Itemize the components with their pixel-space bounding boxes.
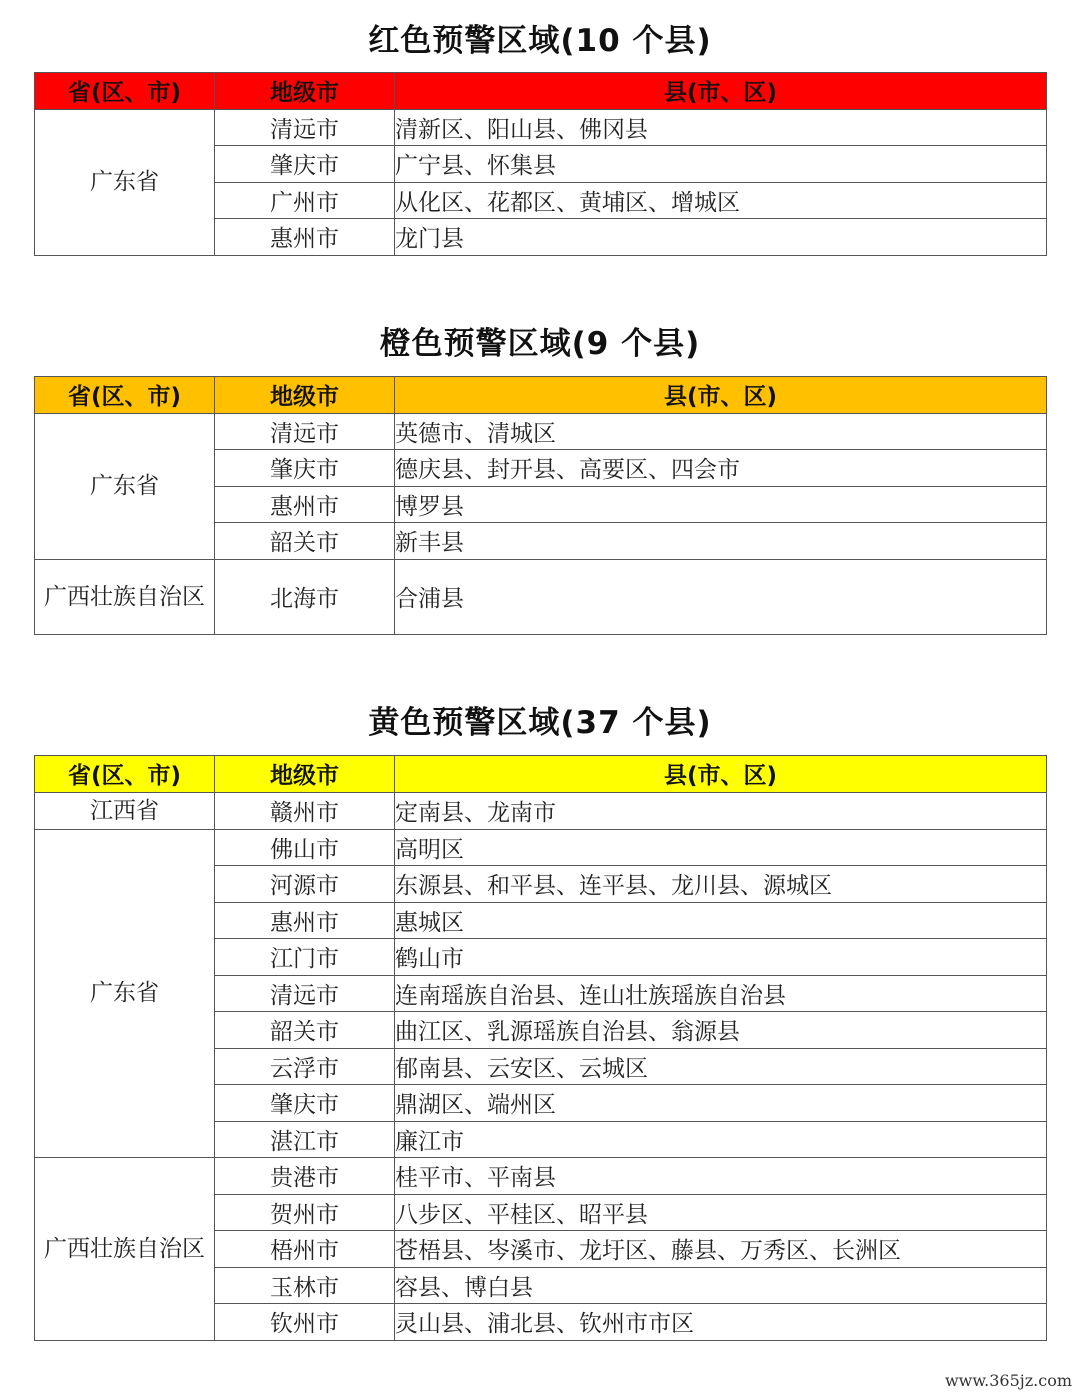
county-cell: 鹤山市 [395, 939, 1047, 976]
city-cell: 韶关市 [215, 1012, 395, 1049]
county-cell: 博罗县 [395, 486, 1047, 523]
city-cell: 玉林市 [215, 1267, 395, 1304]
header-province: 省(区、市) [35, 73, 215, 110]
county-cell: 定南县、龙南市 [395, 792, 1047, 829]
county-cell: 清新区、阳山县、佛冈县 [395, 109, 1047, 146]
table-row [35, 413, 1047, 450]
orange-section-title: 橙色预警区域(9 个县) [379, 326, 701, 362]
header-province: 省(区、市) [35, 756, 215, 793]
province-cell: 广东省 [35, 829, 215, 1158]
city-cell: 钦州市 [215, 1304, 395, 1341]
yellow-section-title: 黄色预警区域(37 个县) [368, 705, 712, 741]
table-header-row [35, 377, 1047, 414]
orange-warning-table [34, 376, 1047, 635]
city-cell: 云浮市 [215, 1048, 395, 1085]
county-cell: 鼎湖区、端州区 [395, 1085, 1047, 1122]
table-row [35, 792, 1047, 829]
table-row [35, 829, 1047, 866]
city-cell: 惠州市 [215, 486, 395, 523]
city-cell: 肇庆市 [215, 450, 395, 487]
county-cell: 东源县、和平县、连平县、龙川县、源城区 [395, 866, 1047, 903]
yellow-warning-table [34, 755, 1047, 1341]
province-cell: 广西壮族自治区 [35, 1158, 215, 1341]
city-cell: 肇庆市 [215, 146, 395, 183]
table-header-row [35, 756, 1047, 793]
county-cell: 灵山县、浦北县、钦州市市区 [395, 1304, 1047, 1341]
county-cell: 德庆县、封开县、高要区、四会市 [395, 450, 1047, 487]
city-cell: 广州市 [215, 182, 395, 219]
county-cell: 连南瑶族自治县、连山壮族瑶族自治县 [395, 975, 1047, 1012]
header-county: 县(市、区) [395, 756, 1047, 793]
city-cell: 赣州市 [215, 792, 395, 829]
table-row [35, 559, 1047, 634]
county-cell: 苍梧县、岑溪市、龙圩区、藤县、万秀区、长洲区 [395, 1231, 1047, 1268]
county-cell: 合浦县 [395, 559, 1047, 634]
header-county: 县(市、区) [395, 73, 1047, 110]
province-cell: 广东省 [35, 413, 215, 559]
header-province: 省(区、市) [35, 377, 215, 414]
county-cell: 高明区 [395, 829, 1047, 866]
county-cell: 新丰县 [395, 523, 1047, 560]
county-cell: 惠城区 [395, 902, 1047, 939]
county-cell: 廉江市 [395, 1121, 1047, 1158]
table-row [35, 1158, 1047, 1195]
province-cell: 江西省 [35, 792, 215, 829]
city-cell: 贺州市 [215, 1194, 395, 1231]
city-cell: 惠州市 [215, 219, 395, 256]
city-cell: 韶关市 [215, 523, 395, 560]
county-cell: 龙门县 [395, 219, 1047, 256]
watermark: www.365jz.com [944, 1371, 1072, 1390]
city-cell: 北海市 [215, 559, 395, 634]
city-cell: 梧州市 [215, 1231, 395, 1268]
city-cell: 清远市 [215, 975, 395, 1012]
header-city: 地级市 [215, 756, 395, 793]
city-cell: 肇庆市 [215, 1085, 395, 1122]
city-cell: 湛江市 [215, 1121, 395, 1158]
city-cell: 贵港市 [215, 1158, 395, 1195]
red-warning-table [34, 72, 1047, 256]
county-cell: 从化区、花都区、黄埔区、增城区 [395, 182, 1047, 219]
county-cell: 广宁县、怀集县 [395, 146, 1047, 183]
province-cell: 广东省 [35, 109, 215, 255]
city-cell: 惠州市 [215, 902, 395, 939]
city-cell: 清远市 [215, 413, 395, 450]
county-cell: 英德市、清城区 [395, 413, 1047, 450]
city-cell: 江门市 [215, 939, 395, 976]
county-cell: 桂平市、平南县 [395, 1158, 1047, 1195]
header-county: 县(市、区) [395, 377, 1047, 414]
table-header-row [35, 73, 1047, 110]
red-section-title: 红色预警区域(10 个县) [368, 23, 712, 59]
county-cell: 郁南县、云安区、云城区 [395, 1048, 1047, 1085]
city-cell: 佛山市 [215, 829, 395, 866]
header-city: 地级市 [215, 73, 395, 110]
county-cell: 容县、博白县 [395, 1267, 1047, 1304]
header-city: 地级市 [215, 377, 395, 414]
table-row [35, 109, 1047, 146]
city-cell: 清远市 [215, 109, 395, 146]
province-cell: 广西壮族自治区 [35, 559, 215, 634]
city-cell: 河源市 [215, 866, 395, 903]
county-cell: 八步区、平桂区、昭平县 [395, 1194, 1047, 1231]
county-cell: 曲江区、乳源瑶族自治县、翁源县 [395, 1012, 1047, 1049]
